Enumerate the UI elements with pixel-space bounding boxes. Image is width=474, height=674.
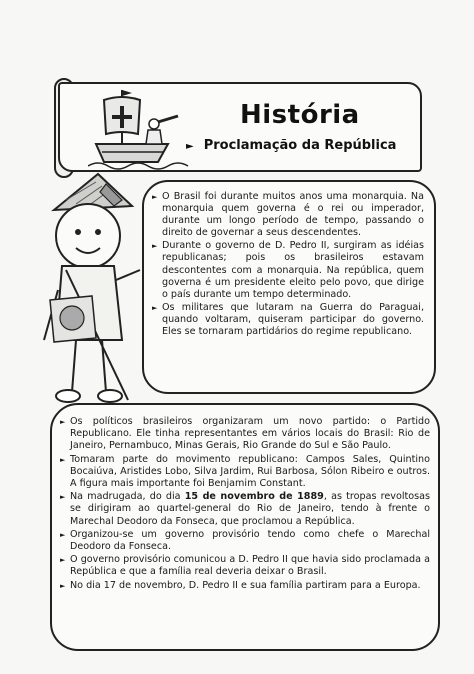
boy-with-paper-hat-icon [36,170,156,410]
page-title: História [240,100,360,130]
main-paragraph: ► Organizou-se um governo provisório tendo como chefe o Marechal Deodoro da Fonseca. [60,529,430,553]
paragraph-text: , as tropas revoltosas se dirigiram ao quartel-general do Rio de Janeiro, tendo à frente o Marechal Deodoro da Fonseca, que proclamou a República. [70,491,431,527]
paragraph-text: Na madrugada, do dia [70,491,185,503]
main-text [60,416,430,593]
speech-bubble-text [152,191,424,339]
page-subtitle [186,138,396,153]
bubble-paragraph: ► Durante o governo de D. Pedro II, surgiram as idéias republicanas; pois os brasileiros estavam descontentes com a monarquia. Na república, quem governa é um presidente eleito pelo povo, que dirige o país durante um tempo determinado. [152,240,424,300]
main-paragraph: ► No dia 17 de novembro, D. Pedro II e sua família partiram para a Europa. [60,580,430,592]
main-paragraph: ► Os políticos brasileiros organizaram um novo partido: o Partido Republicano. Ele tinha representantes em vários locais do Brasil: Rio de Janeiro, Pernambuco, Minas Gerais, Rio Grande do Sul e São Paulo. [60,416,430,453]
date-highlight: 15 de novembro de 1889 [184,491,324,503]
main-paragraph: ► Tomaram parte do movimento republicano: Campos Sales, Quintino Bocaiúva, Aristides Lobo, Silva Jardim, Rui Barbosa, Sólon Ribeiro e outros. A figura mais importante foi Benjamim Constant. [60,454,430,491]
main-paragraph: ► O governo provisório comunicou a D. Pedro II que havia sido proclamada a República e que a família real deveria deixar o Brasil. [60,554,430,578]
triangle-bullet-icon: ► [186,141,194,152]
bubble-paragraph: ► Os militares que lutaram na Guerra do Paraguai, quando voltaram, quiseram participar do governo. Eles se tornaram partidários do regime republicano. [152,302,424,338]
bubble-paragraph: ► O Brasil foi durante muitos anos uma monarquia. Na monarquia quem governa é o rei ou imperador, durante um longo período de tempo, passando o direito de governar a seus descendentes. [152,191,424,239]
main-paragraph [60,491,430,528]
subtitle-text: Proclamação da República [203,138,397,153]
caravel-ship-icon [88,84,198,172]
